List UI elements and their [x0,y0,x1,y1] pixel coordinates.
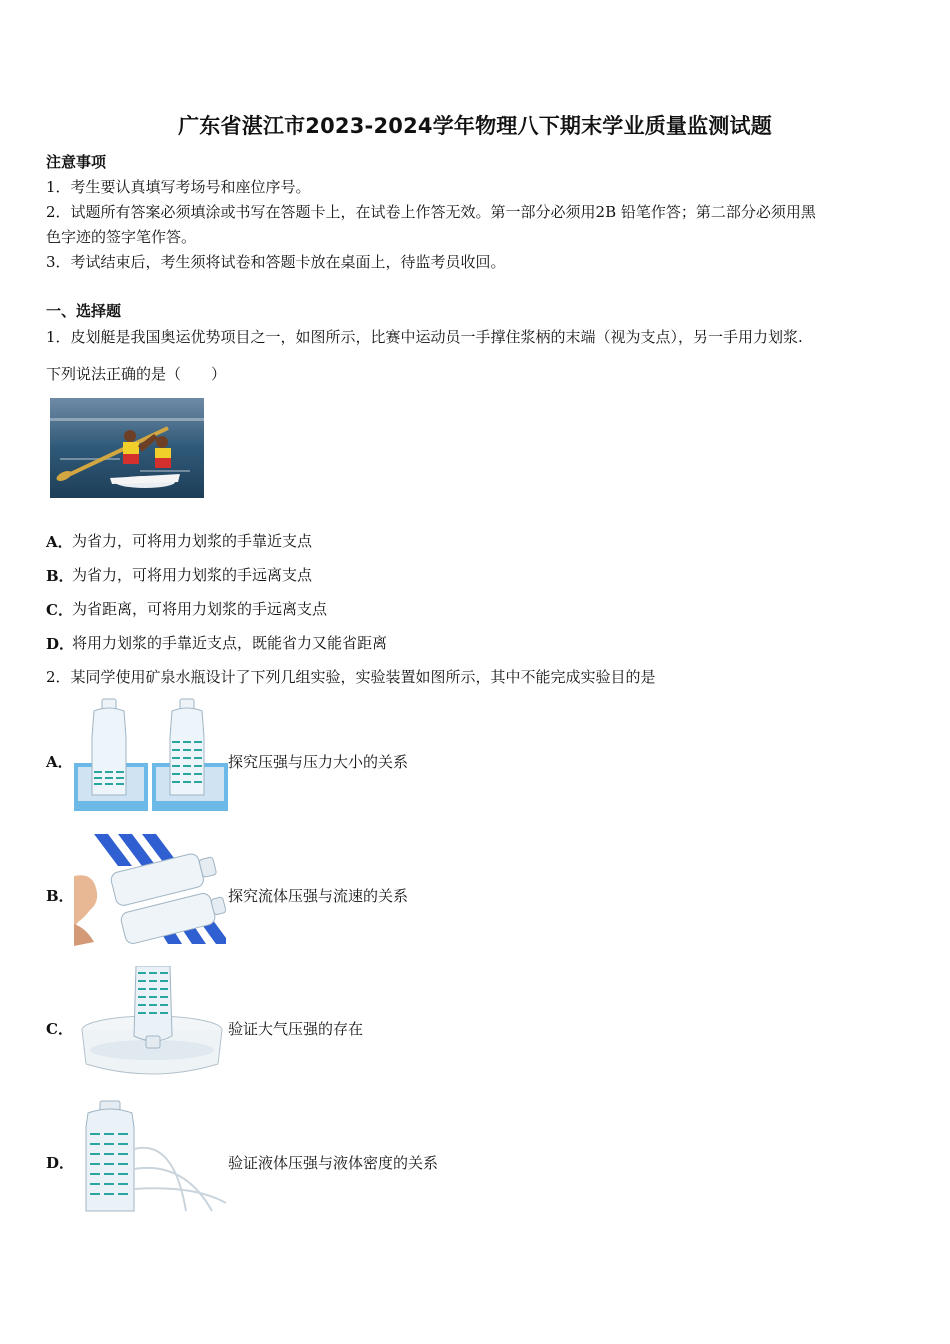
q2-option-b-label: B． [46,887,74,905]
notice-item-2-cont: 色字迹的签字笔作答。 [46,228,197,246]
notice-item-2: 2．试题所有答案必须填涂或书写在答题卡上，在试卷上作答无效。第一部分必须用2B 铅笔作答；第二部分必须用黑 [46,203,816,221]
q2-option-d-label: D． [46,1154,75,1172]
q1-option-c-label: C． [46,601,73,619]
q1-option-d-label: D． [46,635,75,653]
q2-option-a-text: 探究压强与压力大小的关系 [228,753,409,771]
q1-option-b-text: 为省力，可将用力划浆的手远离支点 [72,566,313,584]
q2-text: 2．某同学使用矿泉水瓶设计了下列几组实验，实验装置如图所示，其中不能完成实验目的是 [46,668,656,686]
bottle-water-jets-image [74,1099,228,1215]
q2-option-c-label: C． [46,1020,73,1038]
q1-option-a-label: A． [46,533,73,551]
q1-option-c-text: 为省距离，可将用力划浆的手远离支点 [72,600,328,618]
q1-option-d-text: 将用力划浆的手靠近支点，既能省力又能省距离 [72,634,388,652]
q1-text-line2: 下列说法正确的是（ ） [46,365,227,383]
exam-title: 广东省湛江市2023-2024学年物理八下期末学业质量监测试题 [178,114,772,138]
notice-item-3: 3．考试结束后，考生须将试卷和答题卡放在桌面上，待监考员收回。 [46,253,506,271]
notice-heading: 注意事项 [46,153,107,171]
q2-option-d-text: 验证液体压强与液体密度的关系 [228,1154,439,1172]
q2-option-b-text: 探究流体压强与流速的关系 [228,887,409,905]
section-heading: 一、选择题 [46,302,122,320]
blowing-bottles-image [74,832,226,946]
canoe-photo [50,398,204,498]
bottles-on-sponge-image [74,697,228,811]
q1-option-b-label: B． [46,567,74,585]
q1-text-line1: 1．皮划艇是我国奥运优势项目之一，如图所示，比赛中运动员一手撑住浆柄的末端（视为支点），另一手用力划浆. [46,328,803,346]
notice-item-1: 1．考生要认真填写考场号和座位序号。 [46,178,311,196]
q2-option-c-text: 验证大气压强的存在 [228,1020,364,1038]
q2-option-a-label: A． [46,753,73,771]
inverted-bottle-dish-image [74,966,228,1080]
q1-option-a-text: 为省力，可将用力划浆的手靠近支点 [72,532,313,550]
